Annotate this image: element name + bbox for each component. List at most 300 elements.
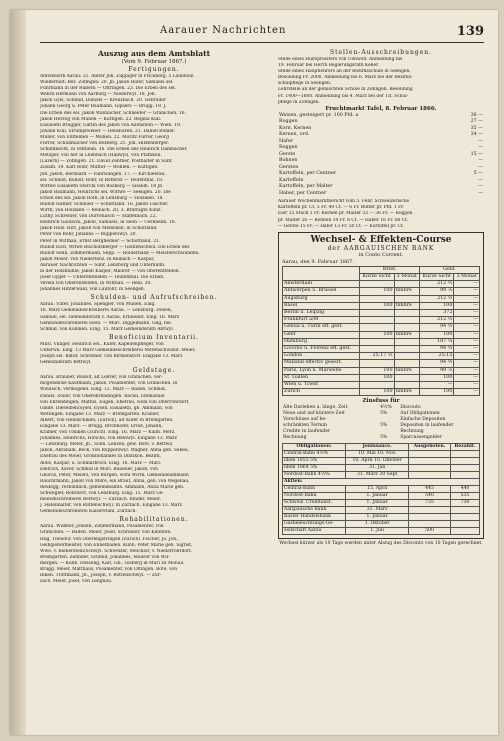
- text-line: Besoldung Fr. 2000. Anmeldung bis 6. März bei der Bezirks-: [278, 75, 413, 81]
- table-cell: [450, 528, 479, 535]
- table-cell: 445: [409, 486, 451, 493]
- table-cell: [360, 338, 394, 345]
- stellen-heading: Stellen-Ausschreibungen.: [329, 49, 432, 56]
- beneficium-heading: Beneficium Inventarii.: [109, 333, 199, 341]
- table-cell: Wien u. Triest: [283, 381, 360, 388]
- table-cell: 94 ½: [420, 360, 454, 367]
- wechsel-brief-header: Brief.: [360, 266, 420, 273]
- wechsel-sub-header: 3 Monat: [394, 273, 420, 280]
- aktien-row: [283, 528, 480, 535]
- table-cell: 100: [420, 331, 454, 338]
- table-cell: idem 1864 5%: [283, 465, 346, 472]
- aktien-row: [283, 514, 480, 521]
- text-line: Johann Kull, Strumpfweber — Densbüren. 21. Daniel Bühler.: [40, 128, 176, 134]
- table-cell: Central-Bahn 4½%: [283, 451, 346, 458]
- table-cell: Aargauische Bank: [283, 507, 346, 514]
- text-line: Jakob Gysi, Schmid, Daniels — Kreuzbach. 20. Gebrüder: [40, 98, 166, 104]
- text-line: Wettingen. Eingabe 13. März — Bremgarten. Kramer,: [40, 411, 160, 417]
- exchange-row: [283, 324, 480, 331]
- table-cell: —: [454, 381, 480, 388]
- text-line: Elisabeth Brugger, Gattin des Jakob von Auenstein — Wien. 19.: [40, 122, 182, 128]
- table-cell: 25.17 ½: [360, 353, 394, 360]
- table-cell: [409, 507, 451, 514]
- table-cell: Paris, Lyon u. Marseille: [283, 367, 360, 374]
- table-cell: Bohnen: [279, 158, 298, 164]
- exchange-row: [283, 309, 480, 316]
- table-cell: Augsburg: [283, 295, 360, 302]
- table-cell: Amsterdam: [283, 281, 360, 288]
- text-line: pr. Malter 26 — Bohnen 14 Fr. 8 Ct. — Haber 16 Fr. 80 Ct.: [278, 217, 409, 223]
- table-cell: —: [454, 281, 480, 288]
- table-cell: [450, 521, 479, 528]
- table-cell: 5%: [380, 423, 388, 429]
- wechsel-sub-header: Kurze Sicht: [420, 273, 454, 280]
- text-line: Schwegler, Rohrdorf, von Lenzburg. Eing. 15. März Ge-: [40, 491, 164, 496]
- text-line: Hug, Theodor, von Oberengstringen (Zürich). Fischer, Jo. Joh.,: [40, 536, 179, 542]
- table-cell: 100: [420, 374, 454, 381]
- table-cell: [394, 374, 420, 381]
- table-cell: 1. Oktober: [346, 521, 409, 528]
- table-cell: Livorno u. Florenz eff. gest.: [283, 345, 360, 352]
- table-cell: 15 —: [470, 151, 483, 157]
- aktien-heading-row: [283, 479, 480, 486]
- table-cell: Gasbeleuchtungs-Ge-: [283, 521, 346, 528]
- text-line: Jakob Herzog von Muhen — Küttigen. 22. Regina Kull.: [40, 116, 162, 122]
- text-line: J. Hafenhalter, von Ruttenschwyl, in Zurzach. Eingabe 13. März: [40, 503, 182, 509]
- table-cell: [394, 381, 420, 388]
- fruit-row: [278, 191, 484, 198]
- obligation-row: [283, 458, 480, 465]
- text-line: Daniel, Zeiler, von Oberehrendingen. Bächli, Emmanuel: [40, 393, 165, 399]
- text-line: Aarauer Nachrichten — Suhr, Lenzburg und Unterkulm.: [40, 262, 166, 268]
- table-cell: timbré: [394, 288, 420, 295]
- exchange-row: [283, 360, 480, 367]
- table-cell: 440: [450, 486, 479, 493]
- amtsblatt-date: (Vom 9. Februar 1867.): [121, 59, 187, 65]
- aktien-row: [283, 507, 480, 514]
- text-line: schulpflege in Seengen.: [278, 81, 332, 87]
- text-line: Jakob Holz. Hirt, Jakob von Menziken, in Schöftland.: [40, 226, 158, 232]
- table-cell: [360, 324, 394, 331]
- text-line: Johann Georg u. Peter Baumann, Gipsers — Brugg. 18. J.: [40, 104, 167, 110]
- schulden-heading: Schulden- und Aufrufschreiben.: [90, 294, 218, 302]
- table-cell: 100: [360, 288, 394, 295]
- table-cell: 36 —: [470, 112, 483, 118]
- table-cell: 212 ½: [420, 317, 454, 324]
- table-cell: —: [454, 309, 480, 316]
- text-line: Gelbgießermeister, von Ennetbaden. Kuhn, Peter Marie geb. Sigrist,: [40, 542, 193, 548]
- text-line: — Gerste 15 Fr. — Hafer 13 Fr. 50 Ct. — Kartoffel pr. Ct.: [278, 223, 405, 229]
- page-header: [40, 24, 484, 43]
- text-line: Rauchrmann, Jakob von Mure, ein Braut, Anna, geb. von Wegenau,: [40, 478, 190, 484]
- text-line: mergen. — Kulm. Dessling, Karl, Gb., Gisberg in Muri zu Mönau.: [40, 560, 185, 566]
- exchange-row: [283, 281, 480, 288]
- aktien-heading: Aktien:: [283, 479, 480, 486]
- aktien-row: [283, 521, 480, 528]
- exchange-row: [283, 381, 480, 388]
- table-cell: —: [420, 381, 454, 388]
- table-cell: —: [454, 317, 480, 324]
- ob-header: Jouissance.: [346, 444, 409, 451]
- interest-row: [282, 435, 480, 441]
- table-cell: 100: [420, 389, 454, 396]
- text-line: Windisch, vermögend. Eing. 12. März — Baden. Schmid,: [40, 387, 167, 393]
- table-cell: Berlin u. Leipzig: [283, 309, 360, 316]
- text-line: 19. Februar bei Herrn Regierungsrath Keller.: [278, 63, 380, 69]
- text-line: Gmde. Dieselben/Sysel, Eyseli, Elisabeth, gb. Ammann, von: [40, 405, 173, 411]
- text-line: Dietrich, Xaver, Schmid in Muri. Rauener, Jakob, von: [40, 466, 158, 472]
- text-line: Unterwil. Eing. 13 März Gemeindeschreiberei Merenschwand. Meier,: [40, 347, 196, 353]
- table-cell: 212 ½: [420, 295, 454, 302]
- table-cell: Schweiz. Creditanst.: [283, 500, 346, 507]
- table-cell: 100: [360, 389, 394, 396]
- table-cell: sellschaft Aarau: [283, 528, 346, 535]
- text-line: Kartoffeln pr. Ct. 5 Fr. 40 Ct. — 6 Fr. Butter pr. Pfd. 1 Fr.: [278, 205, 405, 211]
- table-cell: —: [454, 331, 480, 338]
- exchange-row: [283, 374, 480, 381]
- table-cell: timbré: [394, 331, 420, 338]
- table-cell: 1. Januar: [346, 500, 409, 507]
- stellen-text: [278, 57, 484, 106]
- table-cell: 1. Januar: [346, 493, 409, 500]
- page-number: 139: [456, 24, 484, 39]
- ad-bank-name: der AARGAUISCHEN BANK: [327, 244, 435, 252]
- table-cell: [450, 451, 479, 458]
- table-cell: Antwerpen u. Brüssel: [283, 288, 360, 295]
- table-cell: 100: [360, 367, 394, 374]
- table-cell: [450, 472, 479, 479]
- text-line: Lehrstelle an der gemischten Schule in Zofingen. Besoldung: [278, 87, 413, 93]
- text-line: Wittwe Elisabeth Sterchi von Bözberg — Sisseln. 18 Jb.: [40, 183, 164, 189]
- table-cell: 187 ¼: [420, 338, 454, 345]
- text-line: Wehrli Hermann von Aarburg — Niederwyl. 18. Joh.: [40, 92, 156, 98]
- table-cell: —: [454, 374, 480, 381]
- text-line: Rudolf Eich, Witwe Bischofsberger — Gontenschwil. Die Erben des: [40, 244, 190, 250]
- beneficium-text: [40, 342, 268, 366]
- table-cell: —: [454, 345, 480, 352]
- text-line: Ehefrau des Meier, Großhoflandes in Dintikon. Bezirk,: [40, 454, 162, 460]
- table-cell: 735: [409, 500, 451, 507]
- text-line: Furrer, Schuhmacher von Bözberg. 21. Joh. Hildenberger.: [40, 141, 170, 147]
- text-line: Aarau. Brauner, Rudolf, alt Lehrer, von Gränichen, ver-: [40, 375, 163, 381]
- text-line: Brugg. Meier, Matthäus, Posamenter, von Oltingen. Bote, von: [40, 567, 178, 573]
- text-line: Krämer, von Umiken (Zürich). Eing. 16. März — Kulm. Merz,: [40, 430, 176, 436]
- text-line: Riken. Trottmann, Jb., Joseph, v. Rottenschwyl. — Zur-: [40, 573, 162, 579]
- text-line: pflege in Zofingen.: [278, 99, 320, 105]
- text-line: Fr. 1400—1800. Anmeldung bis 4. März bei der Tit. Schul-: [278, 93, 409, 99]
- table-cell: London: [283, 353, 360, 360]
- text-line: Peter in Wittnau, Ernst Bergheimer — Schöftland. 21.: [40, 238, 161, 244]
- ad-date: Aarau, den 9. Februar 1867.: [282, 258, 354, 265]
- table-cell: 31. Jan: [346, 465, 409, 472]
- ob-header: Obligationen:: [283, 444, 346, 451]
- text-line: Gemeinderath Bettwyl.: [40, 360, 92, 366]
- table-cell: 535: [450, 493, 479, 500]
- table-cell: [360, 317, 394, 324]
- table-cell: [360, 345, 394, 352]
- table-cell: 500: [409, 528, 451, 535]
- table-cell: Alte Darlehen a. länge. Zeit: [283, 405, 348, 411]
- table-cell: [409, 514, 451, 521]
- table-cell: 35 —: [470, 125, 483, 131]
- table-cell: 34 —: [470, 132, 483, 138]
- text-line: sel. Schmid, Rudolf, Rohr, in Rothrist — Teufenthal. 18.: [40, 177, 164, 183]
- text-line: Jakob Baumann, Heinrichs sel. Wittwe — Seengen. 20. Die: [40, 189, 171, 195]
- wochenmarkt-text: [278, 199, 484, 229]
- text-line: Jakob, Abraham, Beck, von Rupperswyl. Wagner, Anna geb. Sebeli,: [40, 448, 190, 454]
- aktien-row: [283, 493, 480, 500]
- table-cell: 212 ½: [420, 281, 454, 288]
- table-cell: timbré: [394, 302, 420, 309]
- exchange-row: [283, 367, 480, 374]
- schulden-text: [40, 302, 268, 332]
- wechsel-sub-header: 3 Monat: [454, 273, 480, 280]
- text-line: Stelle eines Hauptlehrers an der Bezirksschule in Seengen.: [278, 69, 411, 75]
- text-line: Aarauer Wochenmarktbericht vom 5. Febr. Schweizerische: [278, 199, 410, 205]
- table-cell: Zürich: [283, 389, 360, 396]
- text-line: Jakob Moser, von Niederlenz, in Reinach — Kaspar,: [40, 256, 155, 262]
- exchange-row: [283, 288, 480, 295]
- table-cell: 372: [420, 309, 454, 316]
- interest-rates-table: [282, 405, 480, 441]
- text-line: Metzger, von her in Leimbach (Hallwyl), von Pfäffikon.: [40, 153, 162, 159]
- table-cell: [450, 507, 479, 514]
- table-cell: Auf Obligationen: [400, 411, 440, 417]
- table-cell: Rechnung: [283, 435, 307, 441]
- table-cell: Frankfurt a/M: [283, 317, 360, 324]
- table-cell: [394, 295, 420, 302]
- table-cell: [394, 360, 420, 367]
- left-column: [40, 48, 268, 585]
- table-cell: Genf: [283, 331, 360, 338]
- table-cell: —: [478, 138, 483, 144]
- table-cell: Weizen, gesteigert pr. 100 Pfd. a: [279, 112, 359, 118]
- text-line: Josef Gyger — Unterentfelden — Teufenthal. Die Erben.: [40, 275, 165, 281]
- text-line: Müller, von Entfelden — Muhen. 22. Moritz Furrer, Georg: [40, 134, 169, 140]
- text-line: Peter von Rohr, Johanns — Rupperswyl. 20.: [40, 232, 137, 238]
- table-cell: 10. April 10. Oktober: [346, 458, 409, 465]
- newspaper-page: [10, 10, 498, 735]
- text-line: Erben des sel. Jakob Roth, in Lenzburg — Holziken. 18.: [40, 195, 164, 201]
- table-cell: Credite in laufender: [283, 429, 331, 435]
- table-cell: Discouto: [400, 405, 421, 411]
- text-line: Johannes, Heinrichs, Hirschs, von Beinwyl. Eingabe 13. März: [40, 436, 177, 442]
- obligation-row: [283, 472, 480, 479]
- ad-subtitle: in Conto Corrent.: [358, 251, 404, 258]
- table-cell: —: [454, 353, 480, 360]
- page-binding-edge: [10, 10, 26, 735]
- page-header-title: Aarauer Nachrichten: [160, 25, 287, 36]
- text-line: Reufegg, verbindlich, gemeindeamts. Ammann, Anna Marie geb.: [40, 484, 185, 490]
- table-cell: Basler Handelsbank: [283, 514, 346, 521]
- table-cell: Central-Bahn: [283, 486, 346, 493]
- text-line: Wwe. v. Bieberstein/Schwyl. Schweizer, Melchior, v. Niederrohrdorf.: [40, 548, 193, 554]
- table-cell: 15. April: [346, 486, 409, 493]
- table-cell: Vorschüsse auf be-: [283, 417, 327, 423]
- table-cell: Haber, per Centner: [279, 190, 327, 196]
- table-cell: 27 —: [470, 119, 483, 125]
- table-cell: Korn, Kernen: [279, 125, 312, 131]
- table-cell: 94 ½: [420, 324, 454, 331]
- geldstage-heading: Geldstage.: [132, 367, 176, 375]
- table-cell: —: [454, 302, 480, 309]
- table-cell: 25.15: [420, 353, 454, 360]
- table-cell: 100: [360, 374, 394, 381]
- text-line: Albert, von Hendschiken, (Zürich), alt Küfer in Bremgarten.: [40, 417, 174, 423]
- text-line: Alois, Kaspar, u. Schmarbrich. Eing. 16. März — Muri.: [40, 460, 162, 466]
- table-cell: [409, 472, 451, 479]
- text-line: Joseph sel. Bater, Schreiner, von Birmenstorf. Eingabe 13. März: [40, 354, 183, 360]
- text-line: 16. März Gemeindeschreiberei Aarau. — Lenzburg. Döbeli,: [40, 308, 173, 314]
- table-cell: Neue und auf kürzere Zeit: [283, 411, 345, 417]
- table-cell: 31. März: [346, 507, 409, 514]
- table-cell: St. Gallen: [283, 374, 360, 381]
- table-cell: 100: [420, 302, 454, 309]
- exchange-row: [283, 338, 480, 345]
- fertigungen-text: [40, 74, 268, 293]
- zins-heading: Zinsfuss für: [362, 398, 400, 405]
- text-line: (Luzern) — Zofingen. 21. David Zentner, Posthalter in Suhr.: [40, 159, 173, 165]
- text-line: — Lenzburg. Meier, Jb., Sohn, Lenzen, gew. Bote, v. Bettwil: [40, 442, 173, 448]
- text-line: Johannes Hinterwald, von Laufohr, in Seengen.: [40, 287, 146, 293]
- text-line: Schiltknecht, in Veltheim. 16. Die Erben des Heinrich Dambacher.: [40, 147, 188, 153]
- table-cell: Hamburg: [283, 338, 360, 345]
- table-cell: timbré: [394, 367, 420, 374]
- table-cell: —: [478, 177, 483, 183]
- table-cell: 1. Januar: [346, 514, 409, 521]
- table-cell: [394, 338, 420, 345]
- table-cell: [409, 465, 451, 472]
- table-cell: Mailand effectiv gesezt.: [283, 360, 360, 367]
- rehab-heading: Rehabilitationen.: [119, 516, 189, 524]
- table-cell: 99 ⅞: [420, 288, 454, 295]
- table-cell: —: [454, 324, 480, 331]
- ad-title: Wechsel- & Effekten-Course: [310, 234, 452, 245]
- table-cell: —: [454, 389, 480, 396]
- table-cell: [409, 451, 451, 458]
- table-cell: schränkten Termin: [283, 423, 327, 429]
- fruit-market-table: [278, 113, 484, 198]
- text-line: Wirth, von Holziken — Reinach. 20. 3. Bräfrägte Kunz.: [40, 208, 162, 214]
- table-cell: Gersten: [279, 164, 299, 170]
- exchange-row: [283, 302, 480, 309]
- table-cell: —: [454, 367, 480, 374]
- table-cell: Roggen: [279, 145, 298, 151]
- table-cell: [360, 309, 394, 316]
- table-cell: Genua u. Turin eff. gest.: [283, 324, 360, 331]
- table-cell: 31. März 30 Sept: [346, 472, 409, 479]
- table-cell: [450, 465, 479, 472]
- text-line: Eingabe 13. März. — Brugg. Birchhofer, Ernst, Johann,: [40, 423, 163, 429]
- table-cell: 100: [360, 302, 394, 309]
- exchange-row: [283, 317, 480, 324]
- obligation-row: [283, 451, 480, 458]
- text-line: Die Erben des sel. Jakob Wannacher, Schneider — Gränichen. 16.: [40, 110, 186, 116]
- table-cell: 100: [360, 331, 394, 338]
- geldstage-text: [40, 375, 268, 515]
- table-cell: [360, 381, 394, 388]
- text-line: meindeschreiberei Bettwyl. — Zurzach. Binder, Meier,: [40, 497, 161, 503]
- text-line: Amtsbezirk Aarau: 21. Aalter Joh. Zuppiger in Frickberg, 5 Laubholz.: [40, 74, 195, 79]
- table-cell: 99 ⅞: [420, 367, 454, 374]
- ob-header: Ausgeboten.: [409, 444, 451, 451]
- table-cell: [394, 353, 420, 360]
- table-cell: —: [478, 190, 483, 196]
- table-cell: [360, 295, 394, 302]
- table-cell: [394, 345, 420, 352]
- table-cell: Kartoffeln: [279, 177, 304, 183]
- amtsblatt-title: Auszug aus dem Amtsblatt: [97, 49, 211, 58]
- table-cell: —: [454, 295, 480, 302]
- table-cell: 1. Juli: [346, 528, 409, 535]
- table-cell: Kernen, ord.: [279, 132, 310, 138]
- wechsel-place-header: [283, 266, 360, 280]
- text-line: Ghoroz, Peter, Meiers, von Bürgen, wohl Wirth. Gemeindeammann: [40, 472, 189, 478]
- table-cell: 10. Mai 10. Nov.: [346, 451, 409, 458]
- text-line: Joh. Jakob, Bernhard — Fahrwangen. 17. — Kirchleerau.: [40, 171, 166, 177]
- table-cell: idem 1855 5%: [283, 458, 346, 465]
- table-cell: Einfache Depositen: [400, 417, 446, 423]
- exchange-row: [283, 295, 480, 302]
- text-line: Rudolf Hafner, Schmied — Schöftland. 16. Jakob Lüscher.: [40, 201, 169, 207]
- table-cell: Kartoffeln, per Centner: [279, 171, 336, 177]
- text-line: Rudolf Senn, Zimmermann, Sepp. — Holderbank — Meisterschwanden.: [40, 250, 200, 256]
- table-cell: timbré: [394, 389, 420, 396]
- table-cell: —: [478, 158, 483, 164]
- text-line: Aarau. Widmer, Johann, Zimmermann, Posamenter, von: [40, 524, 164, 530]
- table-cell: [394, 281, 420, 288]
- text-line: Muri. Villiger, Heinrich sel., Küfer, Kapellenpfleger, von: [40, 341, 164, 347]
- table-cell: —: [454, 338, 480, 345]
- exchange-row: [283, 331, 480, 338]
- table-cell: 540: [409, 493, 451, 500]
- table-cell: 94 ½: [420, 345, 454, 352]
- table-cell: —: [478, 145, 483, 151]
- text-line: Fuhrmann in der Rubern — Oftringen. 23. Die Erben des sel.: [40, 86, 177, 92]
- text-line: Schmid, von Kölliken. Eing. 15. März Gemeinderath Abtwyl.: [40, 326, 175, 332]
- table-cell: Kartoffeln, per Malter: [279, 184, 333, 190]
- table-cell: Depositen in laufender: [400, 423, 454, 429]
- securities-table: [282, 443, 480, 535]
- table-cell: [394, 317, 420, 324]
- table-cell: Basel: [283, 302, 360, 309]
- table-cell: [394, 324, 420, 331]
- fruit-title: Fruchtmarkt Tafel, 8. Februar 1866.: [325, 105, 437, 112]
- bank-advertisement: [278, 232, 484, 540]
- text-line: Stelle eines Hülfspriesters von Uehwolf. Anmeldung bis: [278, 57, 403, 62]
- table-cell: 5 —: [473, 171, 483, 177]
- table-cell: 4½%: [380, 405, 392, 411]
- text-line: von Ehrendingen; Mathis, Eugen, Ehefrau, wohl von Dberrohrdorf,: [40, 399, 190, 405]
- fertigungen-heading: Fertigungen.: [128, 66, 180, 73]
- text-line: Verein von Oberentfelden, in Wittnau. — Rein. 20.: [40, 281, 152, 287]
- table-cell: —: [454, 288, 480, 295]
- text-line: Gränichen. — Baden. Meier, Josef, Schreiner, von Klinnten.: [40, 530, 172, 536]
- table-cell: Gerste: [279, 151, 296, 157]
- obligation-row: [283, 465, 480, 472]
- text-line: Wiederholt: Bez. Zofingen: 20. Jb. Jakob Hofer, Samuels sel.: [40, 80, 174, 86]
- ob-header: Bezahlt.: [450, 444, 479, 451]
- text-line: in der Holzmühle, Jakob Kasper, Maurer — von Oberentfelden.: [40, 269, 181, 274]
- text-line: Bremgarten. Zehnder, Schmid, Johannes, Maurer von Wil-: [40, 554, 170, 560]
- table-cell: [409, 458, 451, 465]
- rehab-text: [40, 524, 268, 585]
- table-cell: Rechnung: [400, 429, 424, 435]
- table-cell: Nordost-Bahn: [283, 493, 346, 500]
- text-line: Lüthy, Schreiner, von Dürrenäsch — Staffelbach. 22.: [40, 214, 157, 220]
- table-cell: Sparcassengelder: [400, 435, 442, 441]
- table-cell: 5%: [380, 411, 388, 417]
